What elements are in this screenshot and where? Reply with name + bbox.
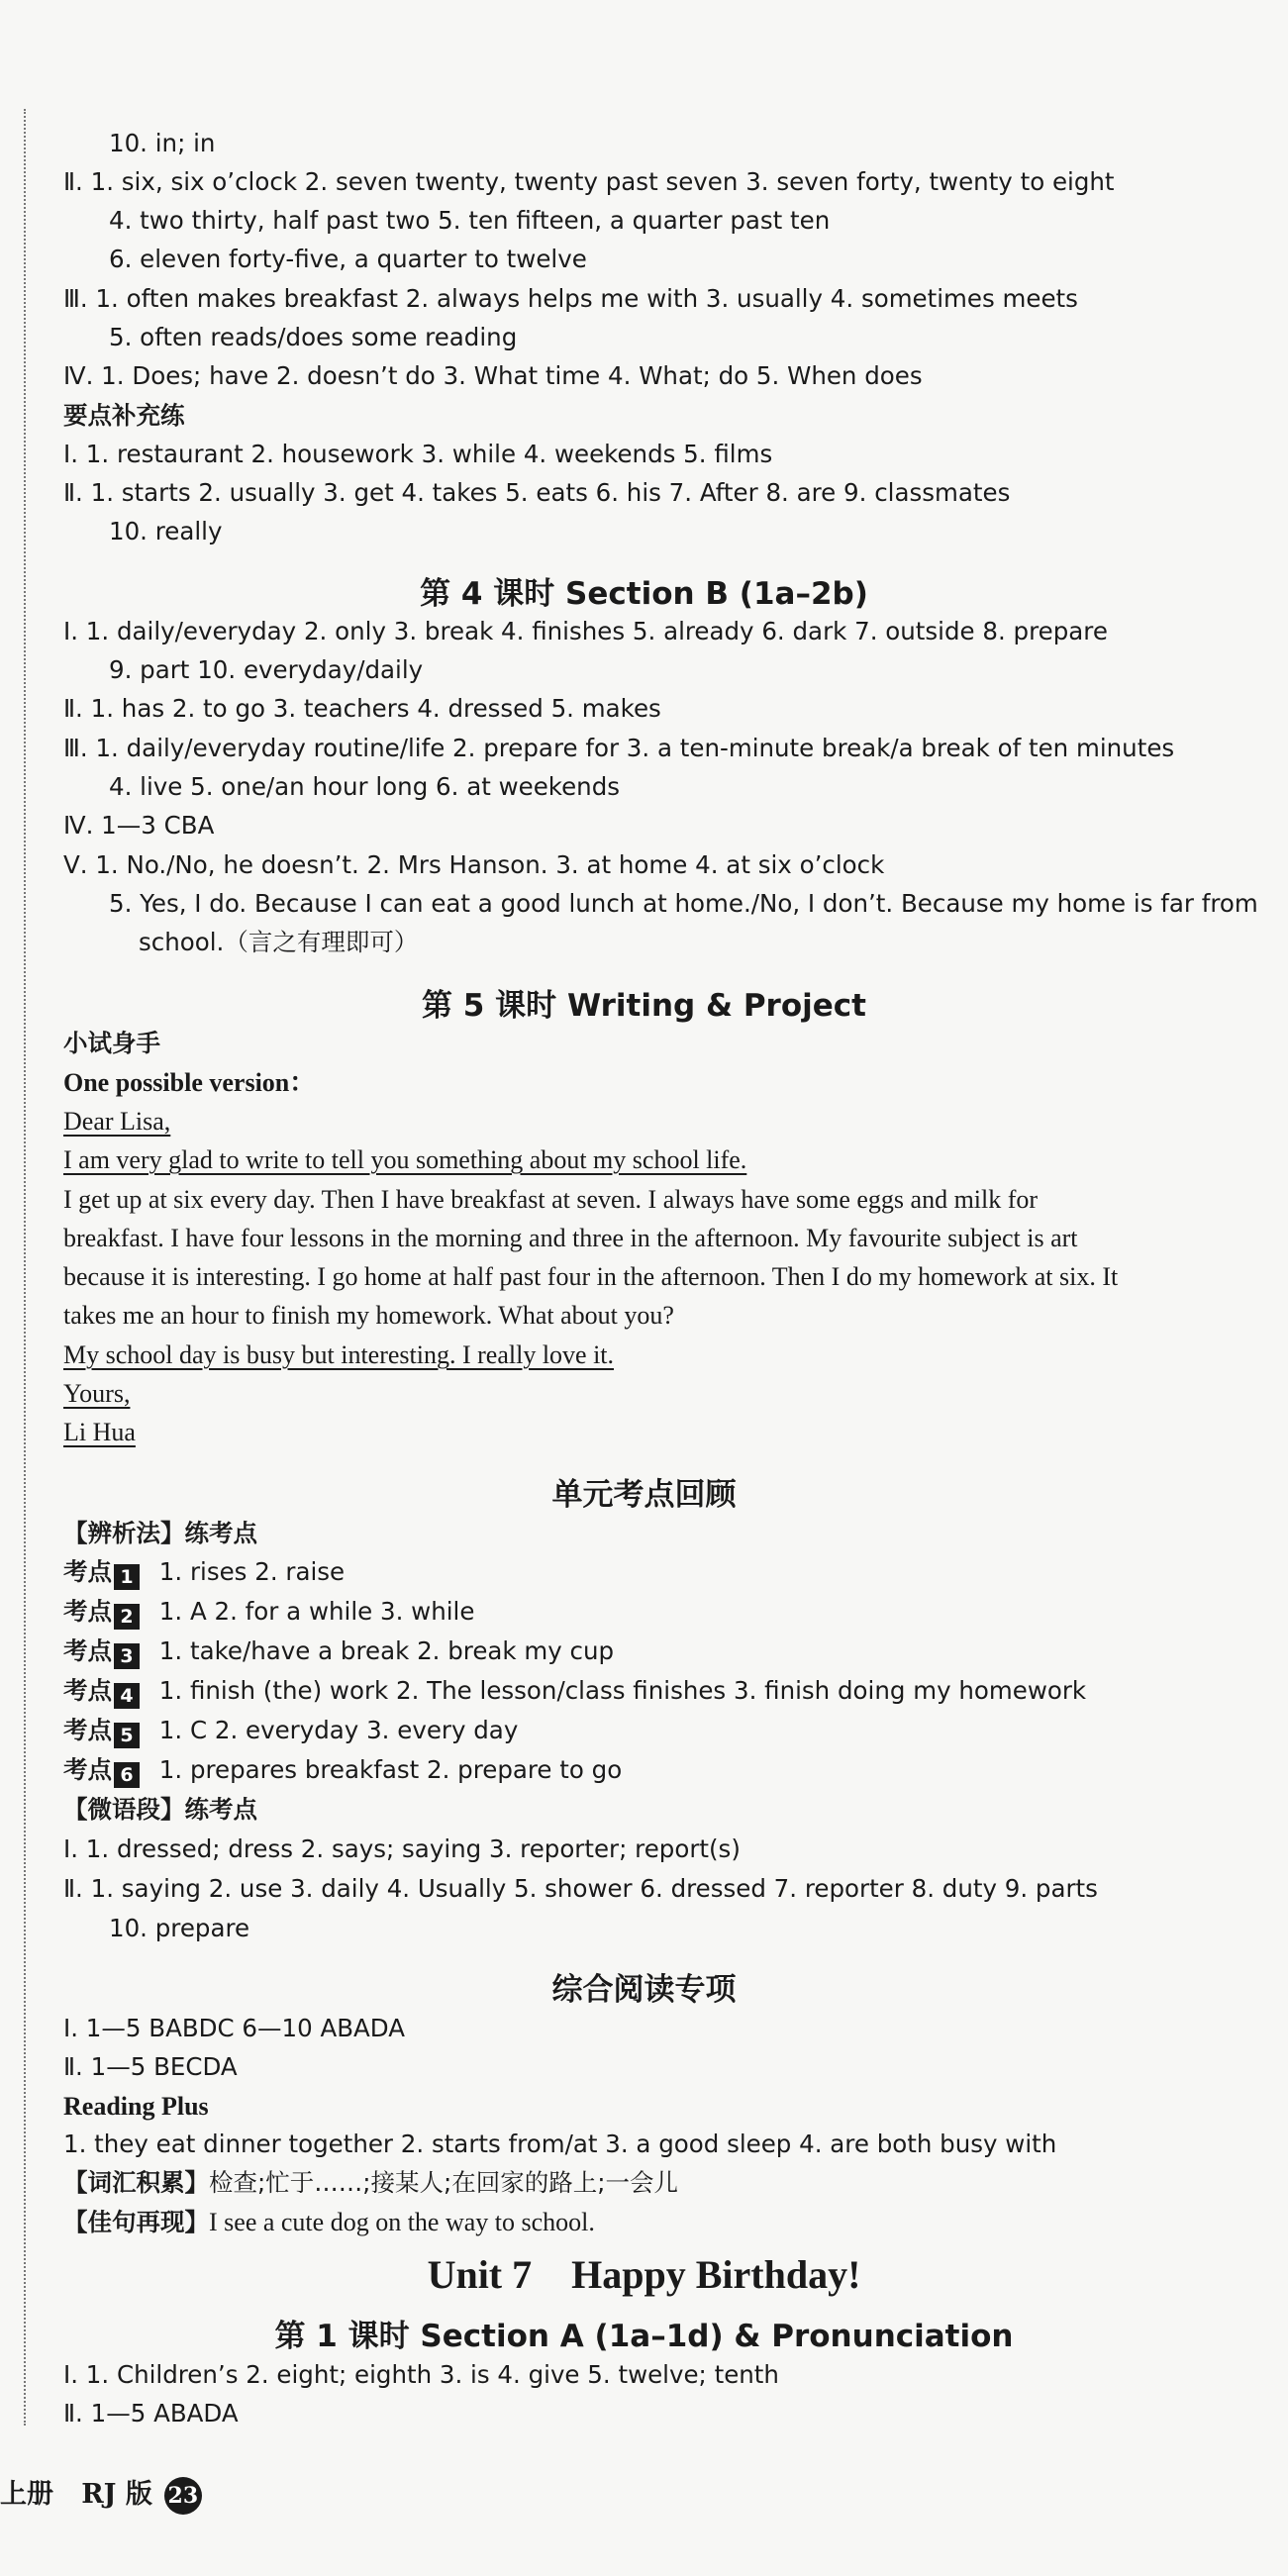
answer-line: 9. part 10. everyday/daily	[109, 655, 424, 684]
kaodian-row	[63, 1636, 614, 1669]
answer-line: Ⅰ. 1. restaurant 2. housework 3. while 4. weekends 5. films	[63, 440, 773, 468]
subsection-title: Reading Plus	[63, 2092, 209, 2121]
answer-text: 1. rises 2. raise	[158, 1557, 346, 1586]
answer-line: 5. often reads/does some reading	[109, 323, 518, 351]
essay-line: I get up at six every day. Then I have breakfast at seven. I always have some eggs and milk for	[63, 1185, 1039, 1214]
kaodian-number: 3	[114, 1643, 140, 1669]
answer-line: Ⅲ. 1. daily/everyday routine/life 2. prepare for 3. a ten-minute break/a break of ten minutes	[63, 734, 1175, 762]
kaodian-number: 6	[114, 1762, 140, 1788]
answer-line: Ⅴ. 1. No./No, he doesn’t. 2. Mrs Hanson. 3. at home 4. at six o’clock	[63, 850, 885, 879]
answer-line: Ⅲ. 1. often makes breakfast 2. always helps me with 3. usually 4. sometimes meets	[63, 284, 1078, 313]
unit-heading: Unit 7 Happy Birthday!	[427, 2252, 861, 2297]
reading-heading: 综合阅读专项	[551, 1972, 737, 2008]
essay-closing: My school day is busy but interesting. I really love it.	[63, 1340, 615, 1369]
answer-line: Ⅱ. 1—5 ABADA	[63, 2399, 239, 2427]
subsection-title: 小试身手	[63, 1029, 160, 1057]
answer-line: 4. live 5. one/an hour long 6. at weekends	[109, 772, 621, 801]
subsection-title: 要点补充练	[63, 401, 185, 430]
vocab-line	[63, 2168, 678, 2197]
answer-line: school.（言之有理即可）	[139, 928, 419, 956]
lesson-heading: 第 5 课时 Writing & Project	[422, 988, 866, 1024]
subsection-title: 【辨析法】练考点	[63, 1519, 257, 1547]
footer-text: 上册 RJ 版	[0, 2479, 152, 2510]
sentence-text: I see a cute dog on the way to school.	[209, 2208, 595, 2236]
kaodian-label: 考点	[63, 1557, 112, 1586]
kaodian-row	[63, 1755, 622, 1788]
kaodian-label: 考点	[63, 1636, 112, 1665]
margin-dotted-line	[24, 109, 26, 2426]
kaodian-label: 考点	[63, 1755, 112, 1784]
answer-text: 1. A 2. for a while 3. while	[158, 1597, 475, 1626]
lesson-heading: 第 1 课时 Section A (1a–1d) & Pronunciation	[274, 2319, 1014, 2354]
answer-line: 5. Yes, I do. Because I can eat a good lunch at home./No, I don’t. Because my home is far from	[109, 889, 1258, 918]
kaodian-row	[63, 1676, 1086, 1709]
answer-line: Ⅱ. 1. has 2. to go 3. teachers 4. dressed 5. makes	[63, 694, 661, 723]
answer-line: Ⅰ. 1—5 BABDC 6—10 ABADA	[63, 2014, 405, 2042]
answer-line: 4. two thirty, half past two 5. ten fifteen, a quarter past ten	[109, 206, 831, 235]
kaodian-label: 考点	[63, 1716, 112, 1744]
essay-opening: I am very glad to write to tell you something about my school life.	[63, 1145, 747, 1174]
kaodian-number: 5	[114, 1723, 140, 1748]
answer-line: 10. really	[109, 517, 223, 545]
answer-line: 6. eleven forty-five, a quarter to twelve	[109, 245, 587, 273]
answer-line: Ⅱ. 1. saying 2. use 3. daily 4. Usually 5. shower 6. dressed 7. reporter 8. duty 9. parts	[63, 1874, 1098, 1903]
answer-line: Ⅱ. 1. starts 2. usually 3. get 4. takes 5. eats 6. his 7. After 8. are 9. classmates	[63, 478, 1011, 507]
subsection-title: 【微语段】练考点	[63, 1795, 257, 1824]
answer-line: 10. prepare	[109, 1914, 250, 1942]
page-number: 23	[164, 2477, 202, 2515]
answer-text: 1. take/have a break 2. break my cup	[158, 1636, 615, 1665]
answer-line: Ⅳ. 1—3 CBA	[63, 811, 215, 840]
kaodian-number: 4	[114, 1683, 140, 1709]
essay-greeting: Dear Lisa,	[63, 1107, 171, 1136]
kaodian-label: 考点	[63, 1676, 112, 1705]
review-heading: 单元考点回顾	[551, 1477, 737, 1513]
answer-line: 10. in; in	[109, 129, 216, 157]
answer-line: Ⅱ. 1—5 BECDA	[63, 2052, 238, 2081]
answer-line: 1. they eat dinner together 2. starts from/at 3. a good sleep 4. are both busy with	[63, 2130, 1057, 2158]
essay-signoff: Yours,	[63, 1379, 131, 1408]
sentence-tag: 【佳句再现】	[63, 2208, 209, 2236]
lesson-heading: 第 4 课时 Section B (1a–2b)	[420, 576, 868, 612]
answer-text: 1. finish (the) work 2. The lesson/class finishes 3. finish doing my homework	[158, 1676, 1087, 1705]
kaodian-row	[63, 1557, 345, 1590]
essay-line: takes me an hour to finish my homework. What about you?	[63, 1301, 674, 1330]
answer-line: Ⅰ. 1. Children’s 2. eight; eighth 3. is 4. give 5. twelve; tenth	[63, 2360, 779, 2389]
essay-label: One possible version：	[63, 1068, 316, 1097]
vocab-tag: 【词汇积累】	[63, 2168, 209, 2197]
kaodian-number: 2	[114, 1604, 140, 1630]
kaodian-label: 考点	[63, 1597, 112, 1626]
kaodian-number: 1	[114, 1564, 140, 1590]
page-footer	[0, 2472, 202, 2515]
essay-line: because it is interesting. I go home at half past four in the afternoon. Then I do my homework at six. It	[63, 1262, 1119, 1291]
answer-line: Ⅰ. 1. daily/everyday 2. only 3. break 4. finishes 5. already 6. dark 7. outside 8. prepare	[63, 617, 1108, 645]
kaodian-row	[63, 1597, 474, 1630]
sentence-line	[63, 2207, 595, 2237]
answer-line: Ⅳ. 1. Does; have 2. doesn’t do 3. What time 4. What; do 5. When does	[63, 361, 923, 390]
answer-line: Ⅰ. 1. dressed; dress 2. says; saying 3. reporter; report(s)	[63, 1834, 741, 1863]
answer-line: Ⅱ. 1. six, six o’clock 2. seven twenty, twenty past seven 3. seven forty, twenty to eight	[63, 167, 1115, 196]
vocab-text: 检查;忙于……;接某人;在回家的路上;一会儿	[209, 2168, 679, 2197]
answer-text: 1. prepares breakfast 2. prepare to go	[158, 1755, 623, 1784]
kaodian-row	[63, 1716, 518, 1748]
essay-line: breakfast. I have four lessons in the morning and three in the afternoon. My favourite subject is art	[63, 1224, 1078, 1252]
answer-text: 1. C 2. everyday 3. every day	[158, 1716, 519, 1744]
essay-signature: Li Hua	[63, 1418, 136, 1446]
